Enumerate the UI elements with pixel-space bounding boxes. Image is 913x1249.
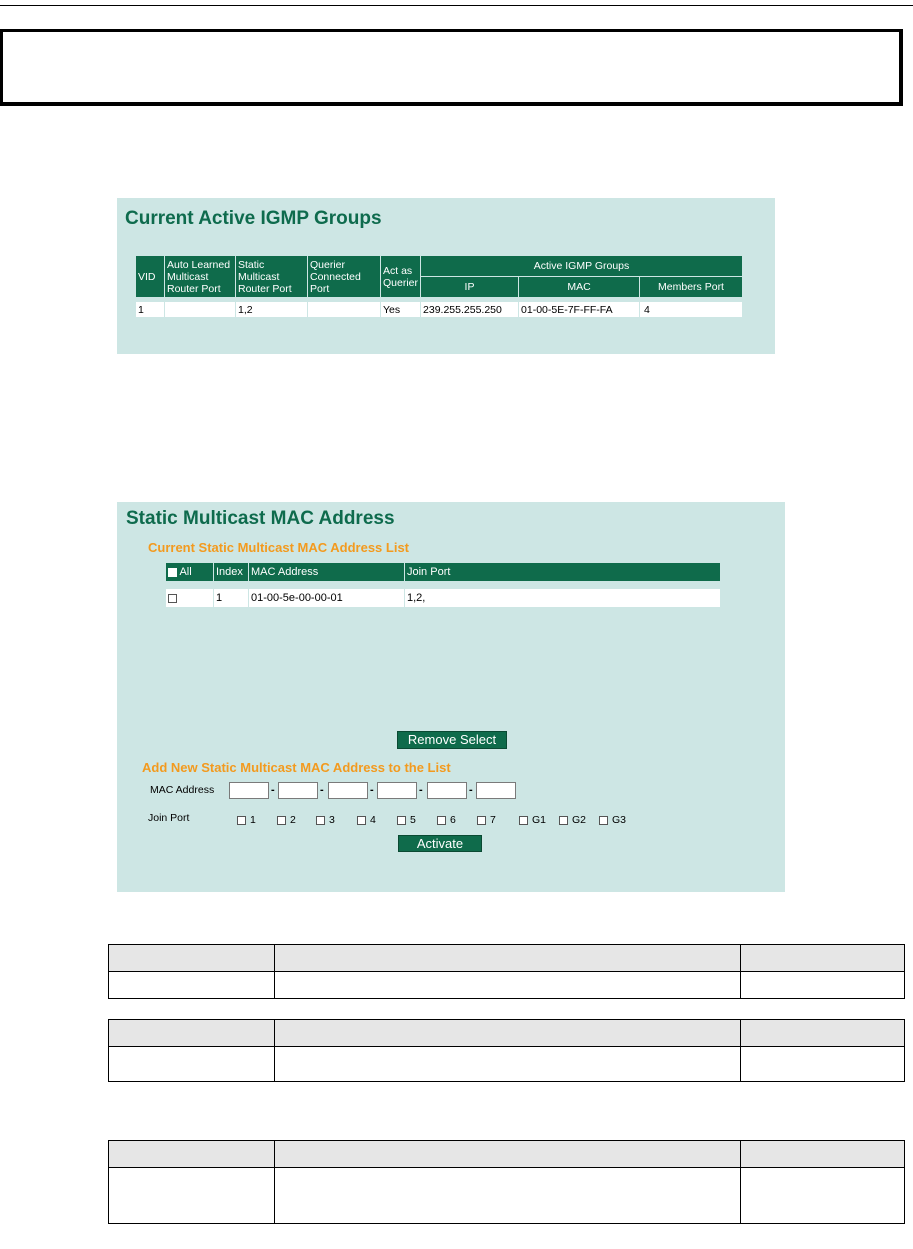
join-port-option[interactable]: 4 [357, 814, 376, 826]
join-port-label: Join Port [148, 812, 190, 824]
col-ip: IP [421, 277, 518, 297]
col-all: All [166, 563, 213, 581]
mac-octet-1-input[interactable] [229, 782, 269, 799]
static-mac-table [165, 562, 721, 608]
join-port-option[interactable]: 5 [397, 814, 416, 826]
col-act-as-querier: Act as Querier [381, 256, 420, 297]
select-all-checkbox[interactable] [168, 568, 177, 577]
mac-octet-4-input[interactable] [377, 782, 417, 799]
mac-octet-6-input[interactable] [476, 782, 516, 799]
table-row: 1 1,2 Yes 239.255.255.250 01-00-5E-7F-FF-FA 4 [136, 302, 742, 317]
col-mac-address: MAC Address [249, 563, 404, 581]
mac-separator: - [271, 784, 275, 796]
settings-table-1 [108, 944, 905, 999]
join-port-option[interactable]: 1 [237, 814, 256, 826]
col-members-port: Members Port [640, 277, 742, 297]
mac-octet-3-input[interactable] [328, 782, 368, 799]
mac-separator: - [370, 784, 374, 796]
static-multicast-panel [117, 502, 785, 892]
mac-separator: - [320, 784, 324, 796]
mac-address-label: MAC Address [150, 784, 215, 796]
page-top-rule [0, 5, 913, 6]
mac-octet-2-input[interactable] [278, 782, 318, 799]
col-join-port: Join Port [405, 563, 720, 581]
col-querier-connected: Querier Connected Port [308, 256, 380, 297]
mac-separator: - [419, 784, 423, 796]
page-header-box [0, 29, 903, 106]
igmp-panel-title: Current Active IGMP Groups [125, 208, 382, 229]
col-auto-learned: Auto Learned Multicast Router Port [165, 256, 235, 297]
mac-octet-5-input[interactable] [427, 782, 467, 799]
join-port-option[interactable]: 6 [437, 814, 456, 826]
col-index: Index [214, 563, 248, 581]
col-mac: MAC [519, 277, 639, 297]
row-checkbox[interactable] [168, 594, 177, 603]
settings-table-3 [108, 1140, 905, 1224]
join-port-option[interactable]: G2 [559, 814, 586, 826]
join-port-option[interactable]: 2 [277, 814, 296, 826]
list-subtitle: Current Static Multicast MAC Address List [148, 540, 410, 555]
remove-select-button[interactable]: Remove Select [397, 731, 507, 749]
settings-table-2 [108, 1019, 905, 1082]
table-row: 1 01-00-5e-00-00-01 1,2, [166, 589, 720, 607]
col-vid: VID [136, 256, 164, 297]
join-port-option[interactable]: G3 [599, 814, 626, 826]
col-static-router: Static Multicast Router Port [236, 256, 307, 297]
col-active-igmp-groups: Active IGMP Groups [421, 256, 742, 276]
join-port-option[interactable]: G1 [519, 814, 546, 826]
join-port-option[interactable]: 7 [477, 814, 496, 826]
mac-separator: - [469, 784, 473, 796]
add-subtitle: Add New Static Multicast MAC Address to the List [142, 760, 451, 775]
join-port-option[interactable]: 3 [316, 814, 335, 826]
activate-button[interactable]: Activate [398, 835, 482, 852]
static-panel-title: Static Multicast MAC Address [126, 508, 395, 529]
igmp-groups-table [135, 255, 743, 318]
